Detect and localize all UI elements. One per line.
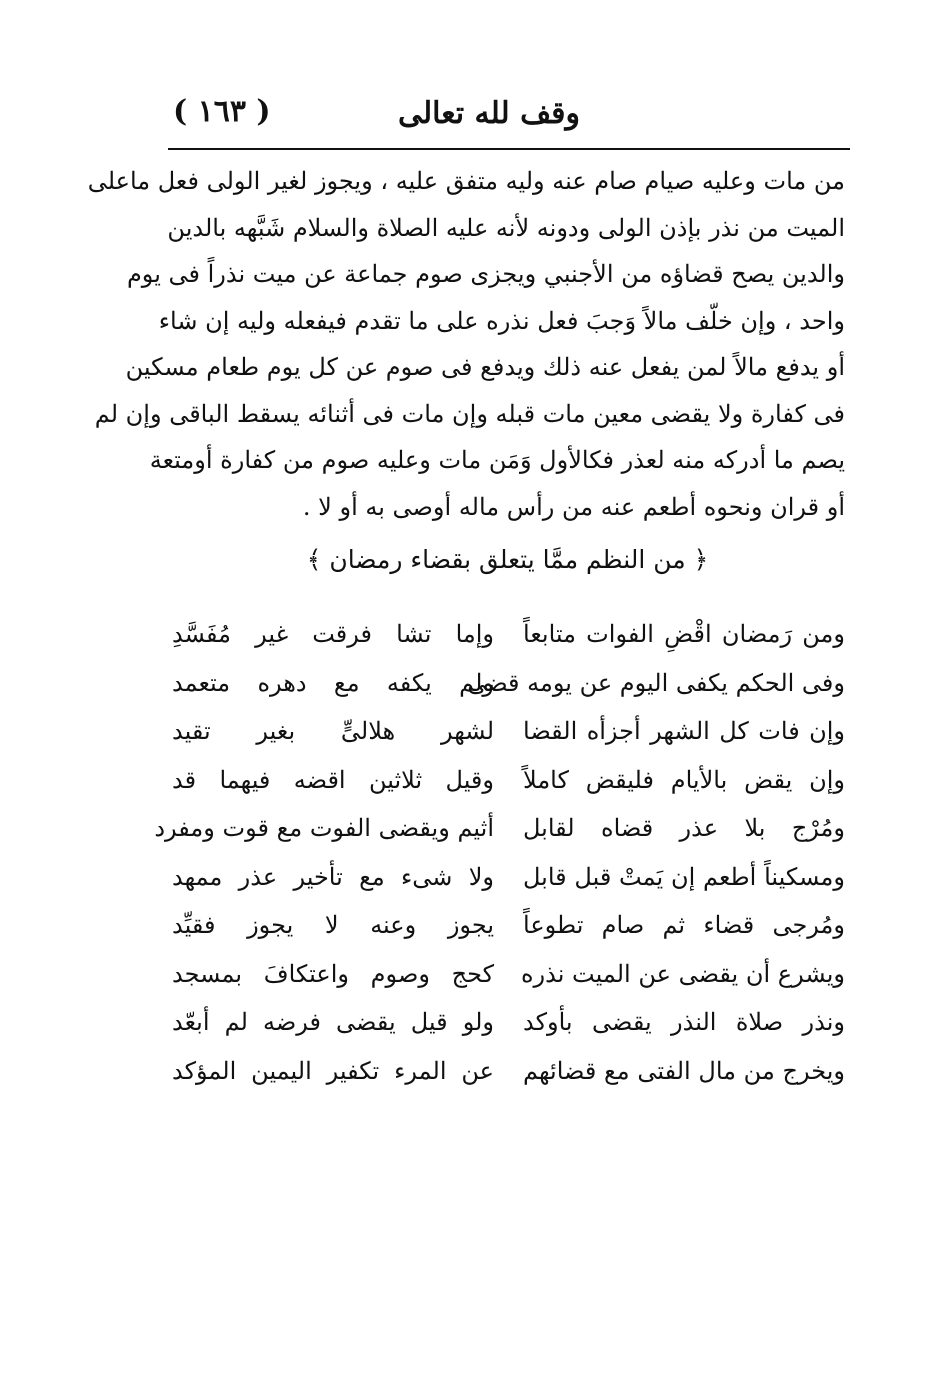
verse-first-hemistich: ومُرجى قضاء ثم صام تطوعاً [523,911,845,939]
body-line: يصم ما أدركه منه لعذر فكالأول وَمَن مات وعليه صوم من كفارة أومتعة [149,446,845,474]
body-line: فى كفارة ولا يقضى معين مات قبله وإن مات فى أثنائه يسقط الباقى وإن لم [94,399,845,428]
verse-first-hemistich: ونذر صلاة النذر يقضى بأوكد [523,1008,845,1036]
verse-second-hemistich: وقيل ثلاثين اقضه فيهما قد [172,765,494,794]
body-line: من مات وعليه صيام صام عنه وليه متفق عليه ، ويجوز لغير الولى فعل ماعلى [87,167,845,195]
page-header [165,92,850,144]
verse-first-hemistich: وإن فات كل الشهر أجزأه القضا [523,717,845,745]
verse-second-hemistich: وإما تشا فرقت غير مُفَسَّدِ [172,620,494,648]
poem-verse [172,950,845,999]
verse-second-hemistich: ولا شىء مع تأخير عذر ممهد [172,862,494,891]
poem-verse [172,998,845,1047]
body-line: أو قران ونحوه أطعم عنه من رأس ماله أوصى به أو لا . [302,492,845,521]
body-paragraph [87,158,845,530]
poem-verse [172,610,845,659]
verse-second-hemistich: يجوز وعنه لا يجوز فقيِّد [172,911,494,939]
verse-first-hemistich: وفى الحكم يكفى اليوم عن يومه قضى [467,668,845,697]
verse-first-hemistich: ويخرج من مال الفتى مع قضائهم [523,1056,845,1085]
verse-second-hemistich: عن المرء تكفير اليمين المؤكد [172,1056,494,1085]
poem-verse [172,901,845,950]
verse-second-hemistich: أثيم ويقضى الفوت مع قوت ومفرد [154,814,494,842]
verse-second-hemistich: كحج وصوم واعتكافَ بمسجد [172,959,494,988]
body-line: والدين يصح قضاؤه من الأجنبي ويجزى صوم جماعة عن ميت نذراً فى يوم [126,260,845,288]
poem-verse [154,804,845,853]
verse-second-hemistich: ولو قيل يقضى فرضه لم أبعّد [172,1008,494,1036]
body-line: الميت من نذر بإذن الولى ودونه لأنه عليه الصلاة والسلام شَبَّهه بالدين [167,213,845,242]
running-title: وقف لله تعالى [397,96,580,131]
verse-first-hemistich: ومن رَمضان اقْضِ الفوات متابعاً [523,620,845,648]
verse-second-hemistich: لشهر هلالىٍّ بغير تقيد [172,717,494,745]
verse-first-hemistich: ويشرع أن يقضى عن الميت نذره [520,959,845,988]
section-heading: ﴿ من النظم ممَّا يتعلق بقضاء رمضان ﴾ [306,545,709,574]
poem-verse [172,756,845,805]
page-number: ( ١٦٣ ) [173,94,271,129]
body-line: أو يدفع مالاً لمن يفعل عنه ذلك ويدفع فى صوم عن كل يوم طعام مسكين [125,353,845,381]
poem [154,610,845,1095]
verse-first-hemistich: وإن يقض بالأيام فليقض كاملاً [523,765,845,794]
poem-verse [172,1047,845,1096]
verse-second-hemistich: ولم يكفه مع دهره متعمد [172,668,494,697]
poem-verse [172,659,845,708]
body-line: واحد ، وإن خلّف مالاً وَجبَ فعل نذره على ما تقدم فيفعله وليه إن شاء [158,306,845,335]
header-rule [168,148,850,150]
poem-verse [172,707,845,756]
poem-verse [172,853,845,902]
verse-first-hemistich: ومُرْج بلا عذر قضاه لقابل [523,814,845,842]
verse-first-hemistich: ومسكيناً أطعم إن يَمتْ قبل قابل [523,862,845,891]
